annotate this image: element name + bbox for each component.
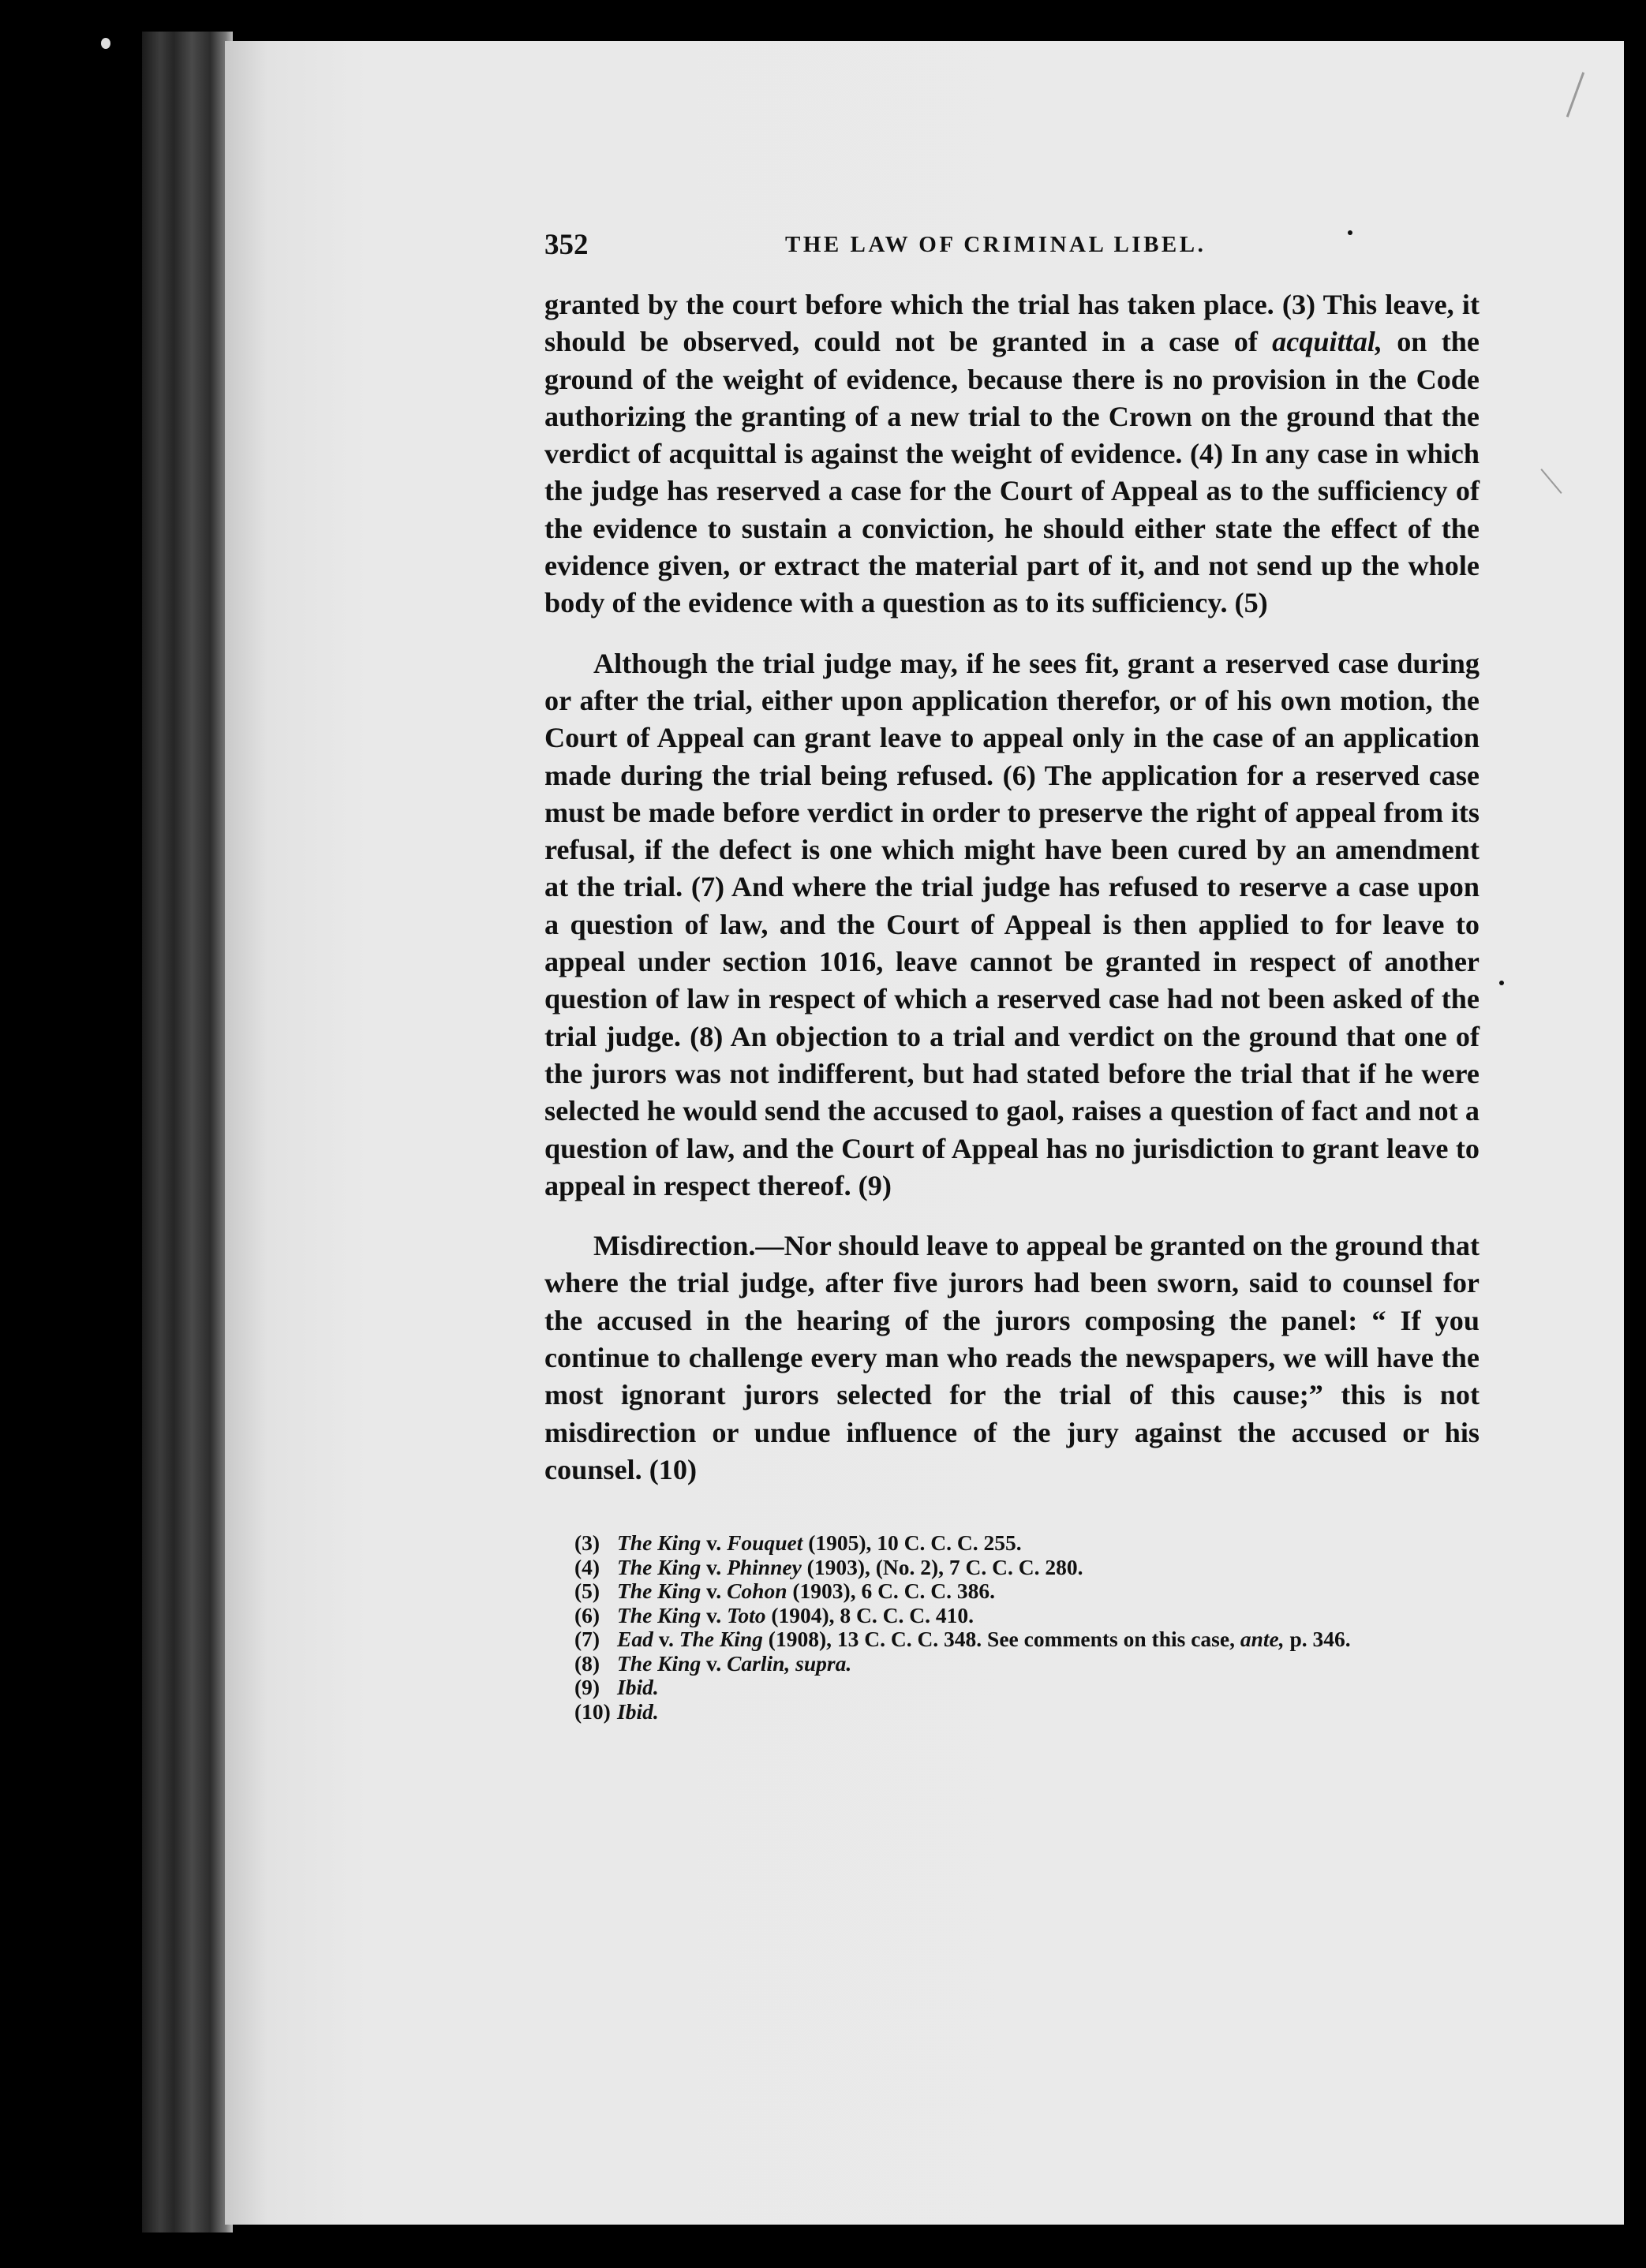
case-name: Carlin, supra. [727,1650,852,1676]
footnote-number: (5) [574,1579,600,1604]
italic-term: ante, [1240,1627,1285,1652]
footnote-number: (8) [574,1650,600,1676]
page-number: 352 [544,229,589,261]
paragraph-text: —Nor should leave to appeal be granted on the ground that where the trial judge, after five jurors had been sworn, said to counsel for the accused in the hearing of the jurors composing the panel: “ If you continue to challenge every man who reads the newspapers, we will have the most ignorant jurors selected for the trial of this cause;” this is not misdirection or undue influence of the jury against the accused or his counsel. (10) [544,1230,1480,1485]
italic-term: acquittal, [1272,326,1382,358]
footnote-number: (3) [574,1530,600,1556]
footnote-text: v. [701,1602,728,1627]
side-heading: Misdirection. [593,1230,756,1262]
case-name: Fouquet [727,1530,803,1556]
paragraph-text: granted by the court before which the trial has taken place. (3) This leave, it should be observed, could not be granted in a case of [544,289,1480,358]
case-name: Toto [727,1602,766,1627]
case-name: The King [617,1530,701,1556]
footnote [544,1556,1480,1580]
body-paragraph [544,645,1480,1205]
footnote [544,1579,1480,1604]
footnote [544,1676,1480,1700]
case-name: The King [617,1650,701,1676]
scan-border-right [1624,0,1646,2268]
citation: (1903), 6 C. C. C. 386. [787,1579,996,1604]
dust-speck [101,38,110,49]
citation: (1908), 13 C. C. C. 348. See comments on this case, [762,1627,1240,1652]
book-page-edge [142,32,233,2233]
footnote-text: v. [701,1530,728,1556]
paragraph-text: Although the trial judge may, if he sees fit, grant a reserved case during or after the trial, either upon application therefor, or of his own motion, the Court of Appeal can grant leave to appeal only in the case of an application made during the trial being refused. (6) The application for a reserved case must be made before verdict in order to preserve the right of appeal from its refusal, if the defect is one which might have been cured by an amendment at the trial. (7) And where the trial judge has refused to reserve a case upon a question of law, and the Court of Appeal is then applied to for leave to appeal under section 1016, leave cannot be granted in respect of another question of law in respect of which a reserved case had not been asked of the trial judge. (8) An objection to a trial and verdict on the ground that one of the jurors was not indifferent, but had stated before the trial that if he were selected he would send the accused to gaol, raises a question of fact and not a question of law, and the Court of Appeal has no jurisdiction to grant leave to appeal in respect thereof. (9) [544,647,1480,1201]
paragraph-text: on the ground of the weight of evidence, because there is no provision in the Code authorizing the granting of a new trial to the Crown on the ground that the verdict of acquittal is against the weight of evidence. (4) In any case in which the judge has reserved a case for the Court of Appeal as to the sufficiency of the evidence to sustain a conviction, he should either state the effect of the evidence given, or extract the material part of it, and not send up the whole body of the evidence with a question as to its sufficiency. (5) [544,326,1480,619]
case-name: Ibid. [617,1675,659,1700]
footnote-text: v. [701,1579,728,1604]
page-header [544,225,1480,272]
case-name: The King [679,1627,763,1652]
case-name: Ibid. [617,1698,659,1724]
citation: p. 346. [1284,1627,1351,1652]
body-paragraph [544,1227,1480,1489]
case-name: The King [617,1554,701,1579]
case-name: Cohon [727,1579,787,1604]
citation: (1903), (No. 2), 7 C. C. C. 280. [801,1554,1083,1579]
running-title: THE LAW OF CRIMINAL LIBEL. [785,232,1206,257]
footnote-number: (10) [574,1698,611,1724]
footnote [544,1700,1480,1724]
citation: (1904), 8 C. C. C. 410. [765,1602,975,1627]
footnote-number: (4) [574,1554,600,1579]
footnotes [544,1531,1480,1724]
case-name: Phinney [727,1554,802,1579]
page-text-block [544,225,1480,1724]
case-name: The King [617,1579,701,1604]
citation: (1905), 10 C. C. C. 255. [802,1530,1022,1556]
footnote-number: (9) [574,1675,600,1700]
footnote [544,1652,1480,1676]
footnote-text: v. [701,1554,728,1579]
footnote-text: v. [653,1627,679,1652]
dust-speck [1499,981,1504,985]
footnote [544,1604,1480,1628]
footnote-number: (6) [574,1602,600,1627]
footnote [544,1627,1480,1652]
body-paragraph [544,286,1480,622]
footnote-text: v. [701,1650,728,1676]
footnote-number: (7) [574,1627,600,1652]
case-name: The King [617,1602,701,1627]
case-name: Ead [617,1627,653,1652]
footnote [544,1531,1480,1556]
